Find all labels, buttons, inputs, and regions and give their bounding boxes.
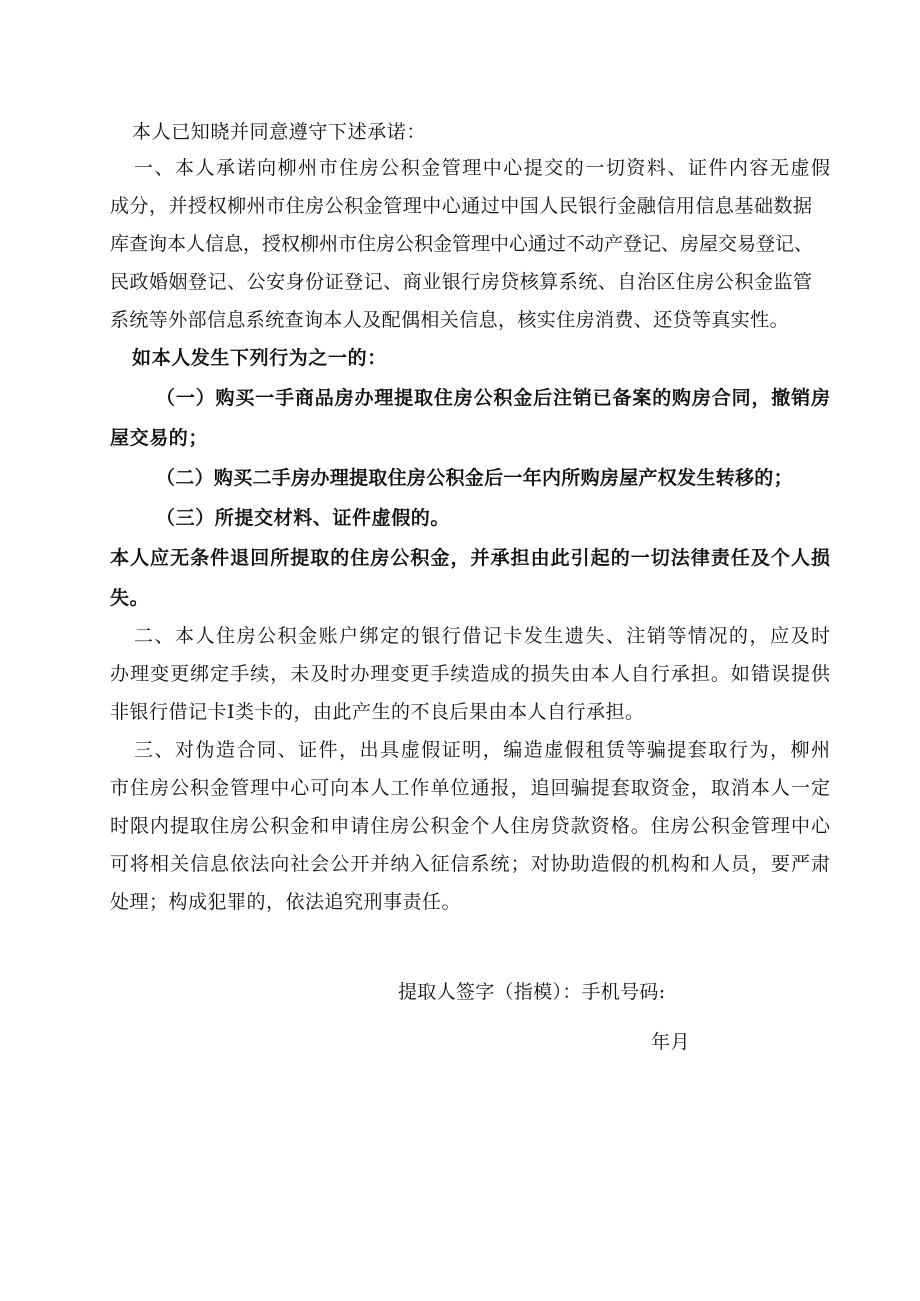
- clause1-line-5: 系统等外部信息系统查询本人及配偶相关信息，核实住房消费、还贷等真实性。: [110, 309, 790, 331]
- clause2-line-2: 办理变更绑定手续，未及时办理变更手续造成的损失由本人自行承担。如错误提供: [110, 663, 830, 685]
- clause1-line-2: 成分，并授权柳州市住房公积金管理中心通过中国人民银行金融信用信息基础数据: [110, 195, 812, 217]
- condition-item-3: （三）所提交材料、证件虚假的。: [156, 507, 451, 529]
- condition-item-1-line-2: 屋交易的；: [110, 427, 209, 449]
- clause3-line-1: 三、对伪造合同、证件，出具虚假证明，编造虚假租赁等骗提套取行为，柳州: [134, 739, 830, 761]
- conditions-heading: 如本人发生下列行为之一的：: [132, 347, 387, 369]
- clause3-line-3: 时限内提取住房公积金和申请住房公积金个人住房贷款资格。住房公积金管理中心: [110, 815, 830, 837]
- date-label: 年月: [651, 1031, 691, 1053]
- condition-item-2: （二）购买二手房办理提取住房公积金后一年内所购房屋产权发生转移的；: [156, 467, 793, 489]
- intro-text: 本人已知晓并同意遵守下述承诺：: [132, 121, 427, 143]
- clause3-line-4: 可将相关信息依法向社会公开并纳入征信系统；对协助造假的机构和人员，要严肃: [110, 853, 830, 875]
- clause1-line-1: 一、本人承诺向柳州市住房公积金管理中心提交的一切资料、证件内容无虚假: [134, 157, 830, 179]
- clause3-line-2: 市住房公积金管理中心可向本人工作单位通报，追回骗提套取资金，取消本人一定: [110, 777, 830, 799]
- consequence-line-1: 本人应无条件退回所提取的住房公积金，并承担由此引起的一切法律责任及个人损: [110, 547, 830, 569]
- consequence-line-2: 失。: [110, 587, 150, 609]
- clause2-line-3: 非银行借记卡Ⅰ类卡的，由此产生的不良后果由本人自行承担。: [110, 701, 645, 723]
- clause1-line-3: 库查询本人信息，授权柳州市住房公积金管理中心通过不动产登记、房屋交易登记、: [110, 233, 814, 255]
- signature-label: 提取人签字（指模）：手机号码:: [398, 981, 666, 1003]
- condition-item-1-line-1: （一）购买一手商品房办理提取住房公积金后注销已备案的购房合同，撤销房: [156, 387, 830, 409]
- clause2-line-1: 二、本人住房公积金账户绑定的银行借记卡发生遗失、注销等情况的，应及时: [134, 625, 830, 647]
- clause1-line-4: 民政婚姻登记、公安身份证登记、商业银行房贷核算系统、自治区住房公积金监管: [110, 271, 812, 293]
- clause3-line-5: 处理；构成犯罪的，依法追究刑事责任。: [110, 891, 462, 913]
